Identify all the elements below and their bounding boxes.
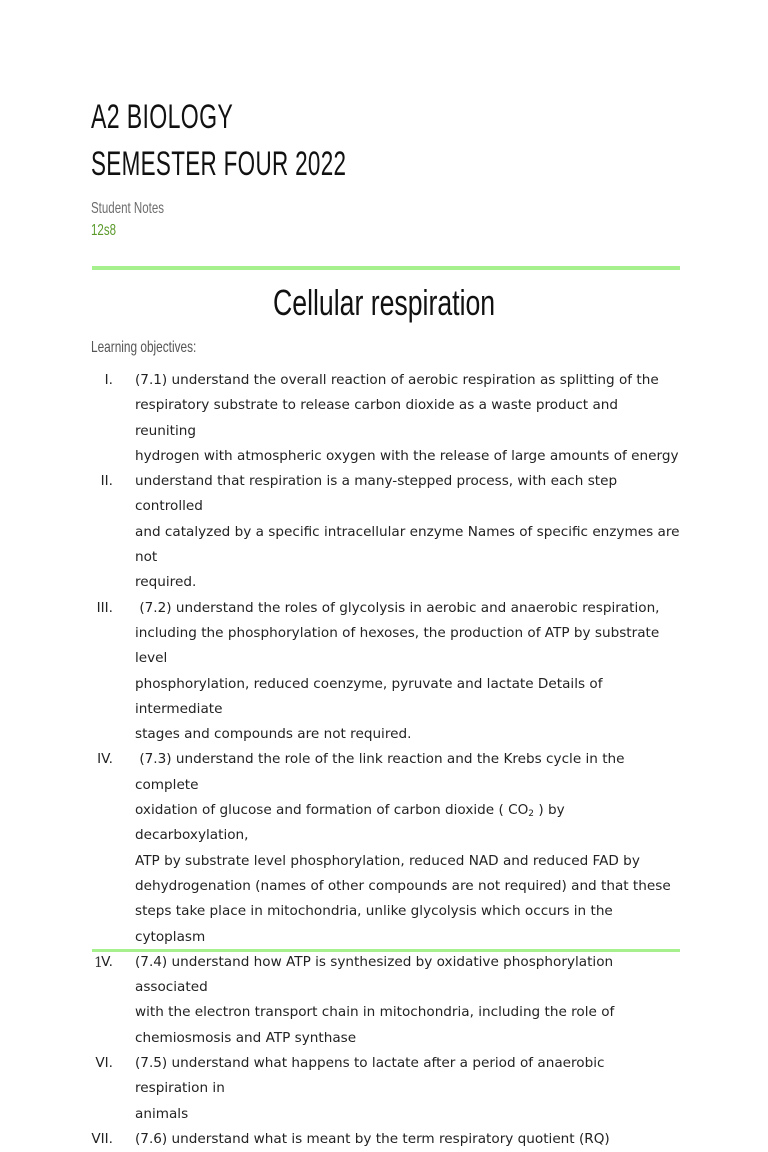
document-title: A2 BIOLOGY bbox=[91, 98, 234, 136]
list-numeral: V. bbox=[101, 953, 113, 970]
list-item-line: (7.5) understand what happens to lactate after a period of anaerobic respiration in bbox=[135, 1055, 609, 1097]
list-item-line: (7.4) understand how ATP is synthesized by oxidative phosphorylation associated bbox=[135, 953, 618, 996]
list-item-line: steps take place in mitochondria, unlike glycolysis which occurs in the cytoplasm bbox=[135, 903, 618, 945]
list-numeral: VII. bbox=[91, 1130, 113, 1147]
list-item-line: and catalyzed by a specific intracellular enzyme Names of specific enzymes are not bbox=[135, 523, 684, 566]
student-notes-label: Student Notes bbox=[91, 200, 165, 217]
list-item-line: animals bbox=[135, 1105, 189, 1122]
list-item-line: (7.2) understand the roles of glycolysis in aerobic and anaerobic respiration, bbox=[135, 599, 660, 616]
list-item-line: stages and compounds are not required. bbox=[135, 726, 412, 743]
list-item-line: (7.1) understand the overall reaction of aerobic respiration as splitting of the bbox=[135, 372, 659, 388]
list-numeral: IV. bbox=[97, 751, 113, 768]
list-numeral: II. bbox=[100, 473, 113, 490]
top-divider bbox=[92, 266, 680, 270]
list-item bbox=[0, 1127, 768, 1152]
list-item bbox=[0, 469, 768, 595]
list-item-line: chemiosmosis and ATP synthase bbox=[135, 1029, 357, 1046]
list-item-line: hydrogen with atmospheric oxygen with the release of large amounts of energy bbox=[135, 447, 679, 464]
list-item bbox=[0, 950, 768, 1051]
list-numeral: VI. bbox=[95, 1055, 113, 1072]
list-item-line: phosphorylation, reduced coenzyme, pyruvate and lactate Details of intermediate bbox=[135, 675, 607, 717]
objectives-list bbox=[0, 368, 768, 1152]
document-subtitle: SEMESTER FOUR 2022 bbox=[91, 145, 347, 183]
list-numeral: III. bbox=[96, 599, 113, 616]
list-item-line-tail: ) by decarboxylation, bbox=[135, 802, 569, 844]
list-item-line: understand that respiration is a many-stepped process, with each step controlled bbox=[135, 473, 622, 515]
list-item bbox=[0, 747, 768, 949]
section-heading-text: Cellular respiration bbox=[272, 282, 496, 323]
list-item bbox=[0, 596, 768, 748]
subscript-two: 2 bbox=[528, 809, 535, 820]
list-item-line: with the electron transport chain in mitochondria, including the role of bbox=[135, 1004, 615, 1021]
class-code: 12s8 bbox=[91, 222, 116, 239]
list-item-line: oxidation of glucose and formation of carbon dioxide ( CO bbox=[135, 802, 529, 819]
list-item-line: required. bbox=[135, 574, 197, 591]
list-item bbox=[0, 1051, 768, 1127]
list-item bbox=[0, 368, 768, 469]
list-item-line: (7.3) understand the role of the link reaction and the Krebs cycle in the complete bbox=[135, 751, 629, 793]
list-numeral: I. bbox=[104, 372, 113, 388]
section-heading bbox=[0, 282, 768, 324]
page-number: 1 bbox=[94, 955, 103, 971]
list-item-line: ATP by substrate level phosphorylation, reduced NAD and reduced FAD by bbox=[135, 852, 640, 869]
list-item-line: dehydrogenation (names of other compounds are not required) and that these bbox=[135, 877, 671, 894]
learning-objectives-label: Learning objectives: bbox=[91, 339, 197, 356]
list-item-line: (7.6) understand what is meant by the term respiratory quotient (RQ) bbox=[135, 1130, 610, 1147]
list-item-line: respiratory substrate to release carbon dioxide as a waste product and reuniting bbox=[135, 397, 623, 439]
list-item-line: including the phosphorylation of hexoses, the production of ATP by substrate level bbox=[135, 624, 664, 667]
bottom-divider bbox=[92, 949, 680, 952]
